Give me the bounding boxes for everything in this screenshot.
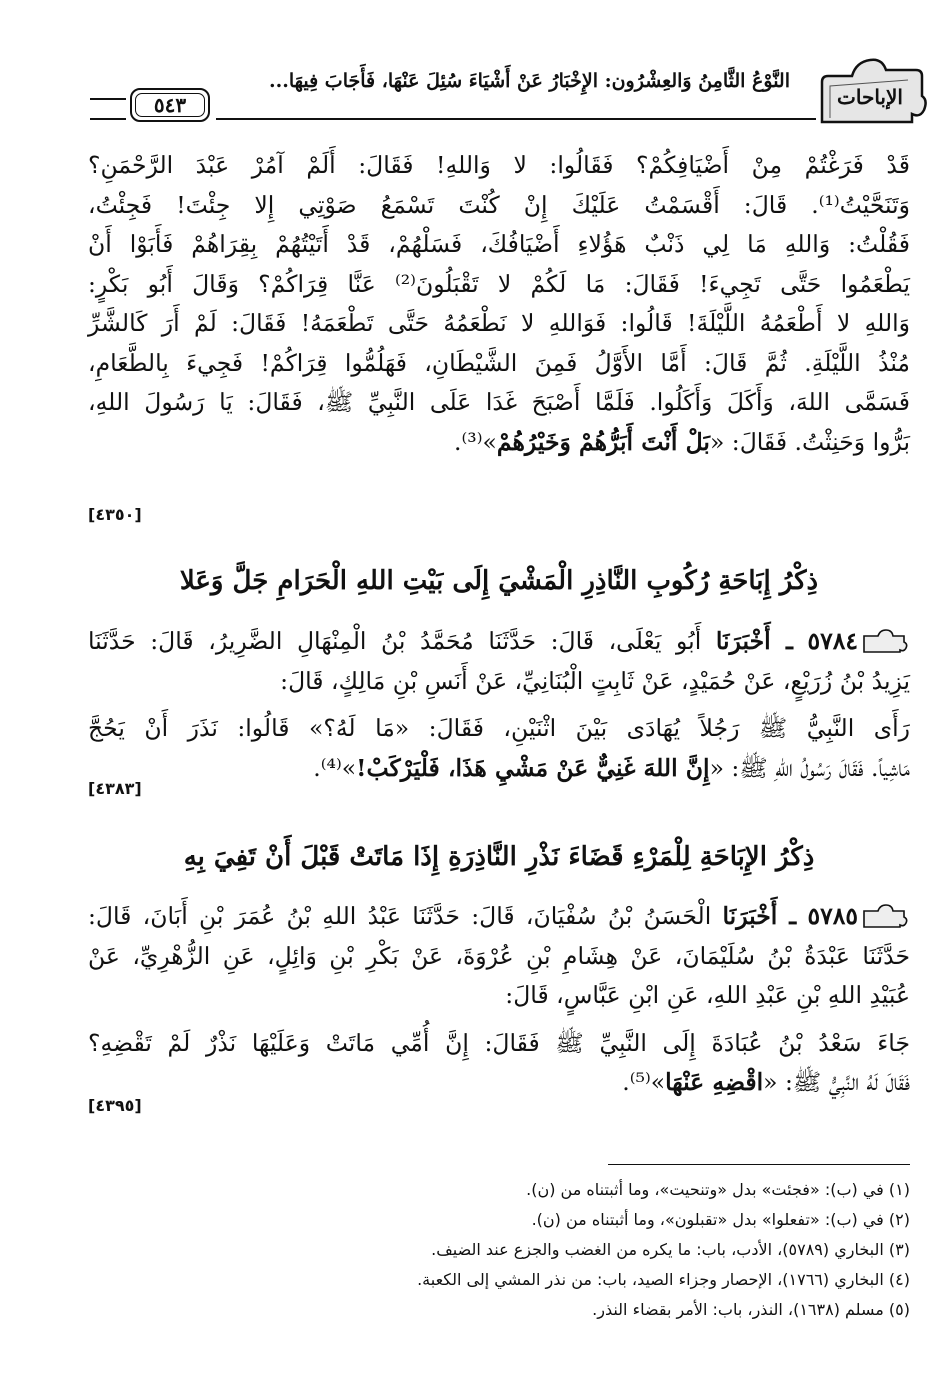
hadith-number: ٥٧٨٥: [807, 902, 858, 930]
footnote: (٢) في (ب): «تفعلوا» بدل «تقبلون»، وما أثبتناه من (ن).: [531, 1210, 910, 1229]
hadith-5785: [88, 897, 910, 1103]
hadith-line: [88, 749, 910, 789]
footnote: (٣) البخاري (٥٧٨٩)، الأدب، باب: ما يكره من الغضب والجزع عند الضيف.: [431, 1240, 910, 1259]
text-segment: فَقَالَ لَهُ النَّبِيُّ ﷺ: «: [763, 1068, 910, 1096]
footnote: (١) في (ب): «فجئت» بدل «وتنحيت»، وما أثبتناه من (ن).: [526, 1180, 910, 1199]
text-line-last: [88, 423, 910, 463]
footnote: (٥) مسلم (١٦٣٨)، النذر، باب: الأمر بقضاء النذر.: [592, 1300, 910, 1319]
hadith-reference: [٤٣٨٣]: [88, 779, 142, 798]
chapter-badge-label: الإباحات: [837, 85, 903, 109]
footnote-divider: [608, 1164, 910, 1165]
hadith-line: رَأَى النَّبِيُّ ﷺ رَجُلاً يُهَادَى بَيْنَ اثْنَيْنِ، فَقَالَ: «مَا لَهُ؟» قَالُوا: نَذَرَ أَنْ يَحُجَّ: [88, 714, 910, 742]
page-number: ٥٤٣: [130, 88, 210, 122]
hadith-line: يَزِيدُ بْنُ زُرَيْعٍ، عَنْ حُمَيْدٍ، عَنْ ثَابِتٍ الْبُنَانِيِّ، عَنْ أَنَسِ بْنِ مَالِكٍ، قَالَ:: [280, 666, 910, 695]
hadith-line: [88, 622, 910, 662]
text-segment: »⁽⁵⁾.: [622, 1068, 666, 1096]
hadith-5784: [88, 622, 910, 788]
hadith-reference: [٤٣٥٠]: [88, 505, 142, 524]
text-segment: مَاشِياً. فَقَالَ رَسُولُ اللهِ ﷺ: «: [709, 753, 910, 782]
running-title: النَّوْعُ الثَّامِنُ وَالعِشْرُون: الإِخْبَارُ عَنْ أَشْيَاءَ سُئِلَ عَنْهَا، فَأَجَابَ فِيهَا...: [268, 70, 790, 92]
section-heading: ذِكْرُ الإِبَاحَةِ لِلْمَرْءِ قَضَاءَ نَذْرِ النَّاذِرَةِ إِذَا مَاتَتْ قَبْلَ أَنْ تَفِيَ بِهِ: [183, 842, 815, 872]
hadith-line: عُبَيْدِ اللهِ بْنِ عَبْدِ اللهِ، عَنِ ابْنِ عَبَّاسٍ، قَالَ:: [505, 981, 910, 1009]
text-line: فَسَمَّى اللهَ، وَأَكَلَ وَأَكَلُوا. فَلَمَّا أَصْبَحَ غَدَا عَلَى النَّبِيِّ ﷺ، فَقَالَ: يَا رَسُولَ اللهِ،: [88, 388, 910, 416]
text-line: وَتَنَحَّيْتُ⁽¹⁾. قَالَ: أَقْسَمْتُ عَلَيْكَ إِنْ كُنْتَ تَسْمَعُ صَوْتِي إِلا جِئْتَ! فَجِئْتُ،: [88, 190, 910, 219]
text-segment: »⁽⁴⁾.: [313, 753, 357, 782]
hadith-intro: ـ أَخْبَرَنَا: [722, 902, 797, 930]
text-line: فَقُلْتُ: وَاللهِ مَا لِي ذَنْبٌ هَؤُلاءِ أَضْيَافُكَ، فَسَلْهُمْ، قَدْ أَتَيْتُهُمْ بِقِرَاهُمْ فَأَبَوْا أَنْ: [88, 230, 910, 258]
text-segment: أَبُو يَعْلَى، قَالَ: حَدَّثَنَا مُحَمَّدُ بْنُ الْمِنْهَالِ الضَّرِيرُ، قَالَ: حَدَّثَنَا: [88, 627, 702, 655]
hadith-reference: [٤٣٩٥]: [88, 1096, 142, 1115]
page-header: [90, 52, 930, 132]
text-line: قَدْ فَرَغْتُمْ مِنْ أَضْيَافِكُمْ؟ فَقَالُوا: لا وَاللهِ! فَقَالَ: أَلَمْ آمُرْ عَبْدَ الرَّحْمَنِ؟: [88, 151, 910, 179]
prophetic-quote: إِنَّ اللهَ غَنِيٌّ عَنْ مَشْيِ هَذَا، فَلْيَرْكَبْ!: [356, 753, 710, 782]
text-segment: بَرُّوا وَحَنِثْتُ. فَقَالَ: «: [709, 427, 910, 456]
hadith-line: حَدَّثَنَا عَبْدَةُ بْنُ سُلَيْمَانَ، عَنْ هِشَامِ بْنِ عُرْوَةَ، عَنْ بَكْرِ بْنِ وَائِلٍ، عَنِ الزُّهْرِيِّ، عَنْ: [88, 941, 910, 970]
chapter-badge-icon: [812, 52, 930, 124]
hadith-line: [88, 897, 910, 937]
header-rule-left-bottom: [90, 118, 126, 120]
hadith-line: جَاءَ سَعْدُ بْنُ عُبَادَةَ إِلَى النَّبِيِّ ﷺ فَقَالَ: إِنَّ أُمِّي مَاتَتْ وَعَلَيْهَا نَذْرٌ لَمْ تَقْضِهِ؟: [88, 1028, 910, 1057]
text-segment: الْحَسَنُ بْنُ سُفْيَانَ، قَالَ: حَدَّثَنَا عَبْدُ اللهِ بْنُ عُمَرَ بْنِ أَبَانَ، قَالَ:: [88, 902, 712, 930]
header-rule-left-top: [90, 98, 126, 100]
section-heading: ذِكْرُ إِبَاحَةِ رُكُوبِ النَّاذِرِ الْمَشْيَ إِلَى بَيْتِ اللهِ الْحَرَامِ جَلَّ وَعَلا: [179, 566, 819, 596]
text-segment: »⁽³⁾.: [454, 427, 497, 456]
prophetic-quote: اقْضِهِ عَنْهَا: [665, 1068, 764, 1096]
text-line: مُنْذُ اللَّيْلَةِ. ثُمَّ قَالَ: أَمَّا الأَوَّلُ فَمِنَ الشَّيْطَانِ، فَهَلُمُّوا قِرَاكُمْ! فَجِيءَ بِالطَّعَامِ،: [88, 348, 910, 377]
footnote: (٤) البخاري (١٧٦٦)، الإحصار وجزاء الصيد، باب: من نذر المشي إلى الكعبة.: [417, 1270, 910, 1289]
text-line: وَاللهِ لا أَطْعَمُهُ اللَّيْلَةَ! قَالُوا: فَوَاللهِ لا نَطْعَمُهُ حَتَّى تَطْعَمَهُ! فَقَالَ: لَمْ أَرَ كَالشَّرِّ: [88, 309, 910, 337]
header-rule-right: [216, 118, 816, 120]
paragraph-continuation: [88, 146, 910, 462]
hadith-number: ٥٧٨٤: [807, 627, 858, 655]
prophetic-quote: بَلْ أَنْتَ أَبَرُّهُمْ وَخَيْرُهُمْ: [496, 427, 710, 456]
hadith-intro: ـ أَخْبَرَنَا: [715, 627, 793, 655]
text-line: يَطْعَمُوا حَتَّى تَجِيءَ! فَقَالَ: مَا لَكُمْ لا تَقْبَلُونَ⁽²⁾ عَنَّا قِرَاكُمْ؟ وَقَالَ أَبُو بَكْرٍ:: [88, 269, 910, 298]
hadith-line: [88, 1063, 910, 1103]
